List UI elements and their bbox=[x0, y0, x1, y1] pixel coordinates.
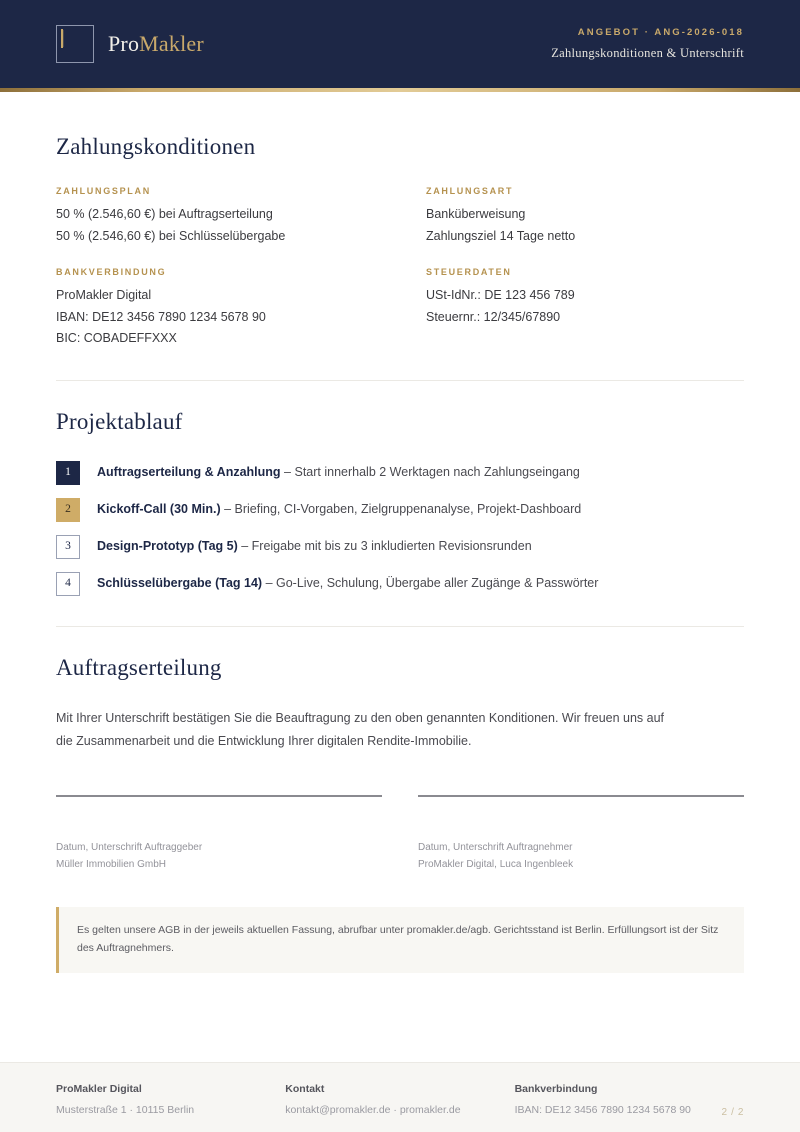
tax-details-group bbox=[426, 267, 744, 328]
section-divider-2 bbox=[56, 626, 744, 627]
timeline-step-title: Design-Prototyp (Tag 5) bbox=[97, 539, 238, 554]
timeline-step-text bbox=[97, 574, 598, 593]
bank-details-group bbox=[56, 267, 374, 350]
timeline-step-badge: 3 bbox=[56, 535, 80, 559]
footer-bank-iban: IBAN: DE12 3456 7890 1234 5678 90 bbox=[514, 1104, 691, 1116]
signature-party-client: Müller Immobilien GmbH bbox=[56, 858, 167, 870]
timeline-section-title: Projektablauf bbox=[56, 408, 183, 434]
signature-label-client: Datum, Unterschrift Auftraggeber bbox=[56, 841, 203, 853]
timeline-step-badge: 4 bbox=[56, 572, 80, 596]
order-section-title: Auftragserteilung bbox=[56, 654, 222, 680]
brand-name bbox=[108, 31, 204, 57]
payment-plan-group bbox=[56, 186, 374, 247]
footer-bank-column bbox=[515, 1083, 744, 1116]
payment-method-line-1: Banküberweisung bbox=[426, 207, 526, 221]
timeline-step-title: Auftragserteilung & Anzahlung bbox=[97, 465, 281, 480]
timeline-step-title: Schlüsselübergabe (Tag 14) bbox=[97, 576, 263, 591]
payment-columns bbox=[56, 186, 744, 350]
timeline-step-title: Kickoff-Call (30 Min.) bbox=[97, 502, 221, 517]
timeline-step-description: – Start innerhalb 2 Werktagen nach Zahlungseingang bbox=[280, 465, 580, 480]
payment-right-column bbox=[426, 186, 744, 350]
timeline-step bbox=[56, 572, 744, 596]
brand-logo bbox=[56, 25, 204, 63]
payment-section-title: Zahlungskonditionen bbox=[56, 134, 256, 159]
section-divider-1 bbox=[56, 380, 744, 381]
page-header bbox=[0, 0, 800, 88]
brand-name-makler: Makler bbox=[139, 31, 204, 56]
signature-party-contractor: ProMakler Digital, Luca Ingenbleek bbox=[418, 858, 574, 870]
tax-vat-id: USt-IdNr.: DE 123 456 789 bbox=[426, 288, 575, 302]
payment-plan-line-2: 50 % (2.546,60 €) bei Schlüsselübergabe bbox=[56, 228, 286, 243]
page-footer bbox=[0, 1062, 800, 1132]
timeline-step bbox=[56, 498, 744, 522]
footer-contact-column bbox=[285, 1083, 514, 1116]
timeline-step-description: – Briefing, CI-Vorgaben, Zielgruppenanalyse, Projekt-Dashboard bbox=[220, 502, 582, 517]
brand-name-pro: Pro bbox=[108, 31, 140, 56]
bank-account-holder: ProMakler Digital bbox=[56, 288, 152, 302]
footer-contact-title: Kontakt bbox=[285, 1083, 325, 1095]
signature-block-contractor bbox=[418, 795, 744, 873]
timeline-step-badge: 2 bbox=[56, 498, 80, 522]
bank-iban: IBAN: DE12 3456 7890 1234 5678 90 bbox=[56, 309, 266, 324]
footer-contact-details: kontakt@promakler.de · promakler.de bbox=[285, 1104, 461, 1116]
payment-plan-line-1: 50 % (2.546,60 €) bei Auftragserteilung bbox=[56, 207, 273, 221]
timeline-step-text bbox=[97, 463, 580, 482]
signature-block-client bbox=[56, 795, 382, 873]
page-body bbox=[0, 92, 800, 1062]
signature-line-contractor[interactable] bbox=[418, 795, 744, 797]
document-subtitle: Zahlungskonditionen & Unterschrift bbox=[551, 45, 744, 60]
signature-line-client[interactable] bbox=[56, 795, 382, 797]
footer-bank-title: Bankverbindung bbox=[514, 1083, 598, 1095]
window-grid-logo-icon bbox=[56, 25, 94, 63]
bank-details-label: BANKVERBINDUNG bbox=[56, 267, 167, 277]
timeline-step bbox=[56, 461, 744, 485]
timeline-step bbox=[56, 535, 744, 559]
footer-company-address: Musterstraße 1 · 10115 Berlin bbox=[56, 1104, 195, 1116]
signature-columns bbox=[56, 795, 744, 873]
document-reference: ANGEBOT · ANG-2026-018 bbox=[577, 26, 744, 38]
timeline-step-description: – Freigabe mit bis zu 3 inkludierten Revisionsrunden bbox=[237, 539, 532, 554]
terms-notice: Es gelten unsere AGB in der jeweils aktuellen Fassung, abrufbar unter promakler.de/agb. Gerichtsstand ist Berlin. Erfüllungsort ist der Sitz des Auftragnehmers. bbox=[56, 907, 744, 973]
signature-label-contractor: Datum, Unterschrift Auftragnehmer bbox=[418, 841, 573, 853]
payment-method-label: ZAHLUNGSART bbox=[426, 186, 514, 196]
timeline-steps bbox=[56, 461, 744, 596]
bank-bic: BIC: COBADEFFXXX bbox=[56, 331, 177, 345]
timeline-step-badge: 1 bbox=[56, 461, 80, 485]
payment-left-column bbox=[56, 186, 374, 350]
payment-plan-label: ZAHLUNGSPLAN bbox=[56, 186, 151, 196]
timeline-step-description: – Go-Live, Schulung, Übergabe aller Zugänge & Passwörter bbox=[262, 576, 599, 591]
page-number: 2 / 2 bbox=[721, 1107, 744, 1118]
payment-method-line-2: Zahlungsziel 14 Tage netto bbox=[426, 228, 576, 243]
document-reference-block bbox=[551, 26, 744, 63]
footer-company-title: ProMakler Digital bbox=[56, 1083, 142, 1095]
order-lead-text: Mit Ihrer Unterschrift bestätigen Sie die Beauftragung zu den oben genannten Konditionen. Wir freuen uns auf die Zusammenarbeit und die Entwicklung Ihrer digitalen Rendite-Immobilie. bbox=[56, 710, 665, 748]
timeline-step-text bbox=[97, 537, 532, 556]
tax-details-label: STEUERDATEN bbox=[426, 267, 512, 277]
payment-method-group bbox=[426, 186, 744, 247]
timeline-step-text bbox=[97, 500, 581, 519]
tax-number: Steuernr.: 12/345/67890 bbox=[426, 309, 561, 324]
footer-company-column bbox=[56, 1083, 285, 1116]
footer-columns bbox=[56, 1083, 744, 1116]
